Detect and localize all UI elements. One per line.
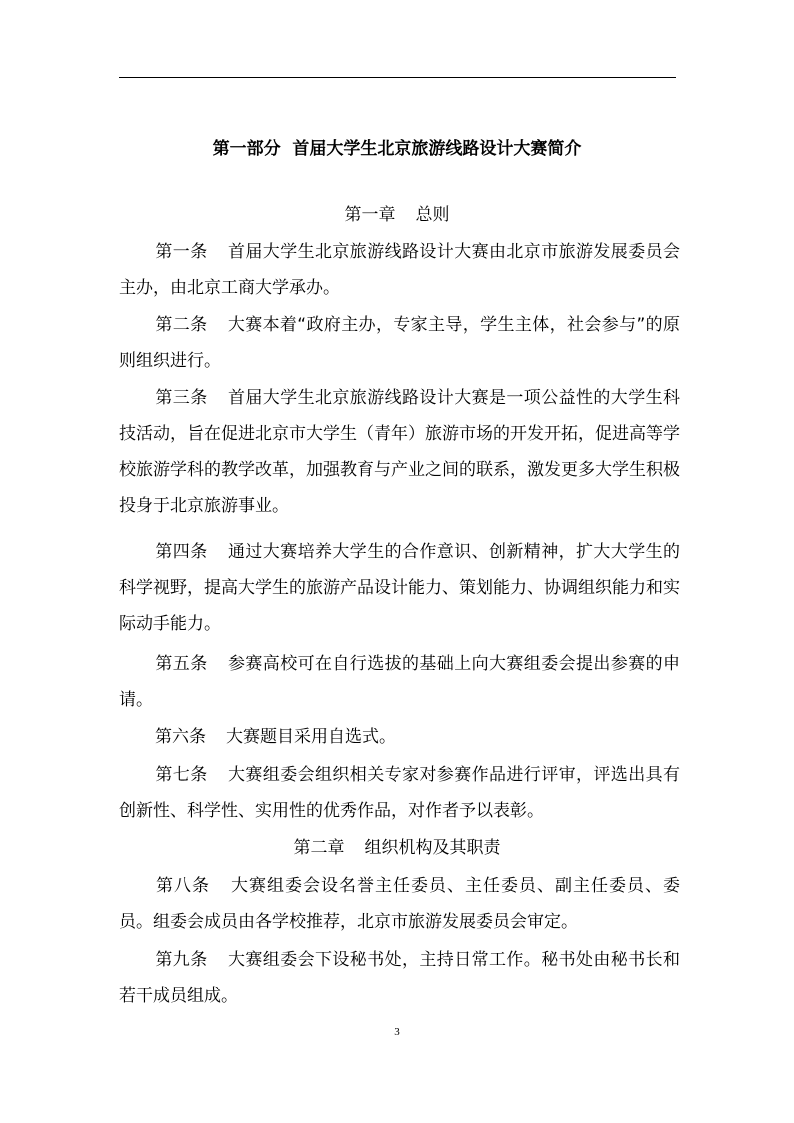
article [119,719,680,755]
article-text: 首届大学生北京旅游线路设计大赛由北京市旅游发展委员会主办，由北京工商大学承办。 [119,242,681,298]
article-text: 通过大赛培养大学生的合作意识、创新精神，扩大大学生的科学视野，提高大学生的旅游产品设计能力、策划能力、协调组织能力和实际动手能力。 [119,542,681,634]
article-text: 参赛高校可在自行选拔的基础上向大赛组委会提出参赛的申请。 [119,654,681,710]
article-number: 第六条 [155,727,206,747]
article [119,380,680,524]
article [119,646,680,718]
chapter-title: 总则 [415,205,450,225]
article-number: 第八条 [155,876,210,896]
chapter-number: 第一章 [344,205,396,225]
article-text: 大赛本着“政府主办，专家主导，学生主体，社会参与”的原则组织进行。 [119,315,680,371]
article-number: 第一条 [155,242,208,262]
header-rule [119,77,676,78]
article [119,234,680,306]
page-number: 3 [394,1026,400,1038]
article-text: 大赛题目采用自选式。 [226,727,396,747]
article-number: 第四条 [155,542,208,562]
article-text: 大赛组委会下设秘书处，主持日常工作。秘书处由秘书长和若干成员组成。 [119,950,681,1006]
article-number: 第五条 [155,654,208,674]
article [119,942,680,1014]
article-text: 大赛组委会组织相关专家对参赛作品进行评审，评选出具有创新性、科学性、实用性的优秀作品，对作者予以表彰。 [119,765,681,821]
chapter-heading [0,205,794,225]
article-number: 第七条 [155,765,208,785]
article [119,307,680,379]
chapter-heading [0,838,794,858]
chapter-title: 组织机构及其职责 [364,838,501,858]
chapter-number: 第二章 [293,838,345,858]
part-title: 第一部分 首届大学生北京旅游线路设计大赛简介 [212,139,582,159]
article [119,534,680,642]
article-number: 第九条 [155,950,208,970]
article-text: 首届大学生北京旅游线路设计大赛是一项公益性的大学生科技活动，旨在促进北京市大学生（青年）旅游市场的开发开拓，促进高等学校旅游学科的教学改革，加强教育与产业之间的联系，激发更多大学生积极投身于北京旅游事业。 [119,388,681,516]
article-number: 第三条 [155,388,208,408]
article [119,868,680,940]
article-number: 第二条 [155,315,208,335]
article [119,757,680,829]
article-text: 大赛组委会设名誉主任委员、主任委员、副主任委员、委员。组委会成员由各学校推荐，北京市旅游发展委员会审定。 [119,876,680,932]
